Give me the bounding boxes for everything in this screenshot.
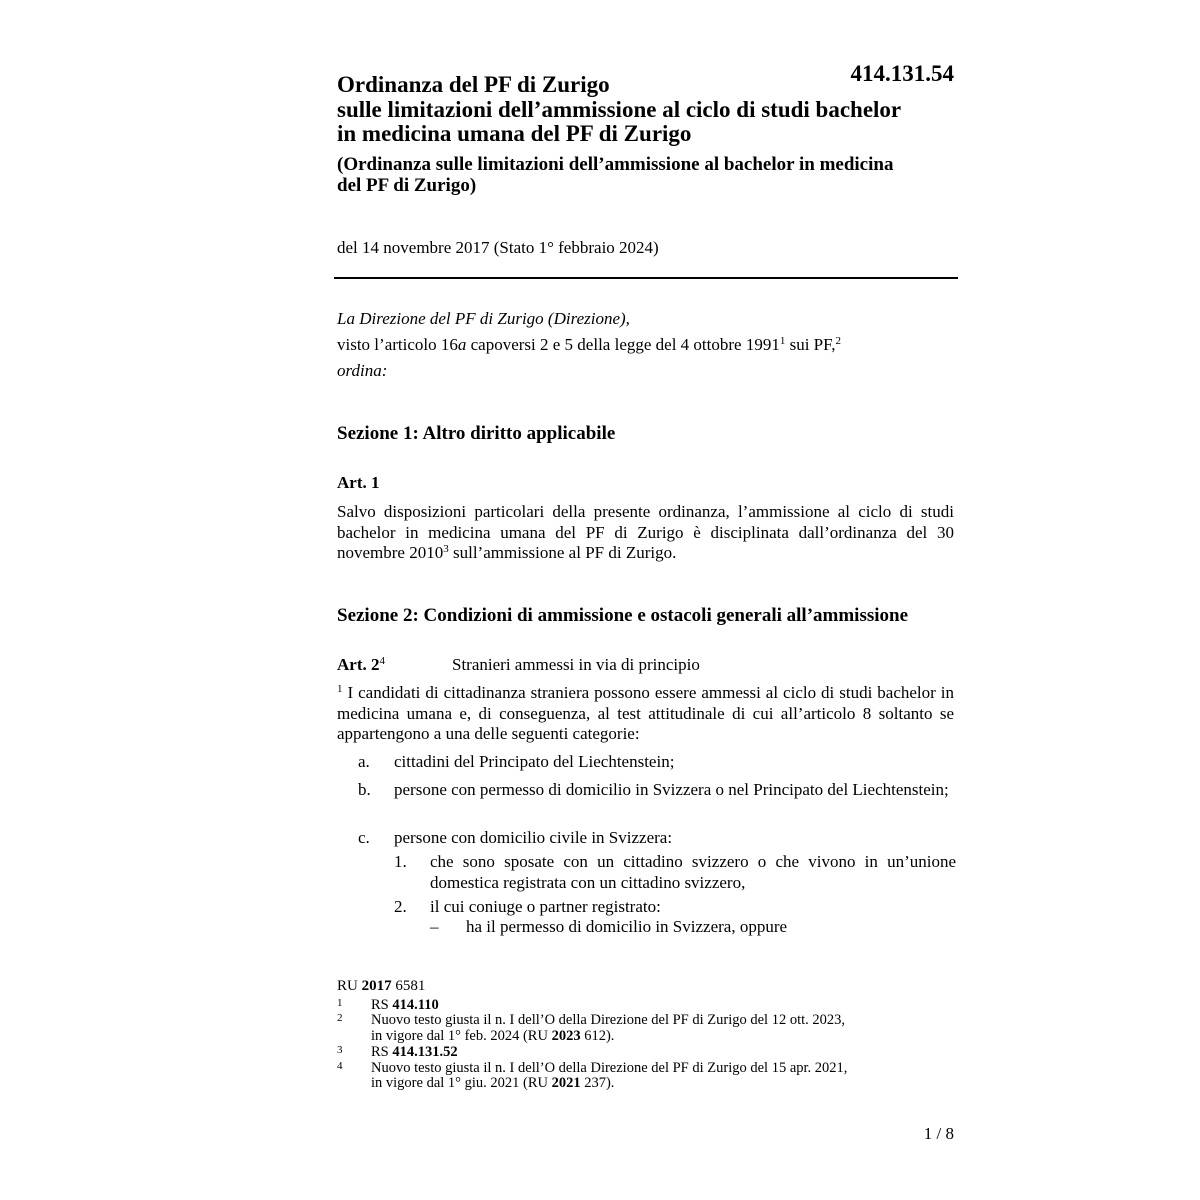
article-2-title: Stranieri ammessi in via di principio [452,655,700,674]
title-line: in medicina umana del PF di Zurigo [337,121,692,146]
list-marker: 2. [394,897,407,916]
footnotes [337,979,957,1092]
footnote-number: 2 [337,1012,343,1025]
footnote-ref[interactable]: 2 [835,335,841,347]
sr-number: 414.131.54 [850,61,954,86]
preamble-order: ordina: [337,361,388,380]
preamble-legal-basis: visto l’articolo 16a capoversi 2 e 5 della legge del 4 ottobre 1991$^1$ sui PF,$^2$ [337,335,841,354]
footnote [337,1013,957,1044]
title-line: Ordinanza del PF di Zurigo [337,72,610,97]
footnote-ref[interactable]: 4 [379,655,385,667]
short-title-line: del PF di Zurigo) [337,175,477,196]
footnote-text: RS 414.110 [371,996,439,1013]
list-item-text: il cui coniuge o partner registrato: [430,897,661,916]
footnote-text: RS 414.131.52 [371,1043,458,1060]
footnote [337,998,957,1014]
list-marker: 1. [394,852,407,871]
list-item-text: ha il permesso di domicilio in Svizzera, oppure [466,917,788,936]
list-marker: a. [358,752,370,771]
footnote-text: Nuovo testo giusta il n. I dell’O della Direzione del PF di Zurigo del 12 ott. 2023, in vigore dal 1° feb. 2024 (RU 2023 612). [371,1012,845,1045]
article-1-label: Art. 1 [337,473,380,492]
short-title [337,154,977,196]
title-line: sulle limitazioni dell’ammissione al ciclo di studi bachelor [337,96,902,122]
footnote-number: 1 [337,996,343,1009]
list-subitem [394,852,956,893]
footnote-text: Nuovo testo giusta il n. I dell’O della Direzione del PF di Zurigo del 15 apr. 2021, in vigore dal 1° giu. 2021 (RU 2021 237). [371,1059,848,1092]
list-item [358,752,954,773]
section-1-heading: Sezione 1: Altro diritto applicabile [337,423,616,444]
list-item-text: cittadini del Principato del Liechtenstein; [394,752,675,771]
list-item-text: che sono sposate con un cittadino svizzero o che vivono in un’unione domestica registrata con un cittadino svizzero, [430,852,956,892]
list-item-text: persone con domicilio civile in Svizzera: [394,828,673,847]
section-2-heading: Sezione 2: Condizioni di ammissione e ostacoli generali all’ammissione [337,605,909,626]
list-item-text: persone con permesso di domicilio in Svizzera o nel Principato del Liechtenstein; [394,780,949,799]
footnote-number: 3 [337,1043,343,1056]
preamble-authority: La Direzione del PF di Zurigo (Direzione), [337,309,630,328]
footnote [337,1045,957,1061]
enactment-date: del 14 novembre 2017 (Stato 1° febbraio 2024) [337,238,659,257]
header-divider [334,277,958,279]
footnote-ref[interactable]: 3 [443,543,449,555]
footnote [337,1061,957,1092]
article-2-paragraph-1: $^1$ I candidati di cittadinanza straniera possono essere ammessi al ciclo di studi bachelor in medicina umana e, di conseguenza, al test attitudinale di cui all’articolo 8 soltanto se appartengono a una delle seguenti categorie: [337,683,954,743]
list-marker: c. [358,828,370,847]
short-title-line: (Ordinanza sulle limitazioni dell’ammissione al bachelor in medicina [337,154,894,175]
document-title [337,73,977,147]
page-number: 1 / 8 [923,1124,954,1143]
list-subitem [394,897,956,918]
list-item [358,828,954,849]
list-marker: b. [358,780,371,799]
article-1-text: Salvo disposizioni particolari della presente ordinanza, l’ammissione al ciclo di studi bachelor in medicina umana del PF di Zurigo è disciplinata dall’ordinanza del 30 novembre 2010$^3$ sull’ammissione al PF di Zurigo. [337,502,954,562]
preamble [337,309,957,387]
official-compilation-ref: RU 2017 6581 [337,978,426,994]
footnote-number: 4 [337,1059,343,1072]
paragraph-number: 1 [337,683,343,695]
list-subsubitem [430,917,950,938]
footnote-ref[interactable]: 1 [779,335,786,347]
article-2-label: Art. $2^4$ [337,655,385,674]
list-marker: – [430,917,439,936]
list-item [358,780,954,801]
